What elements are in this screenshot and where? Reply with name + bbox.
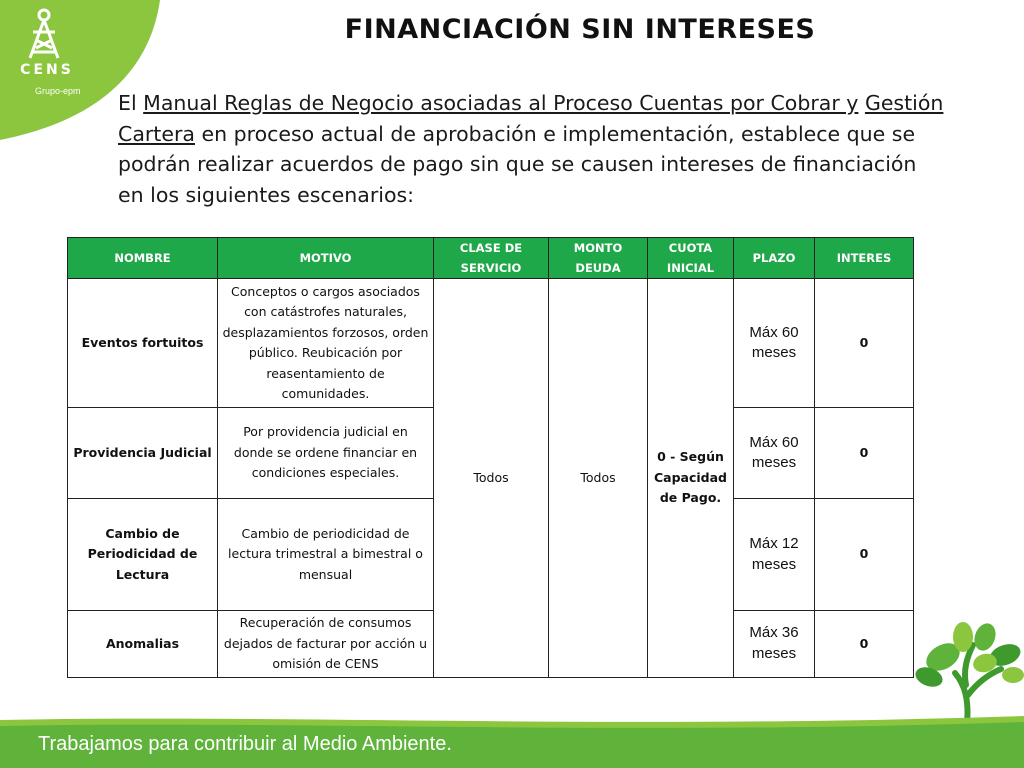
footer-slogan: Trabajamos para contribuir al Medio Ambiente. bbox=[38, 733, 452, 755]
header-monto: MONTO DEUDA bbox=[549, 238, 648, 279]
cell-interes: 0 bbox=[815, 279, 914, 408]
intro-lead: El bbox=[118, 91, 144, 115]
manual-reference-line1: Manual Reglas de Negocio asociadas al Proceso Cuentas por Cobrar y bbox=[143, 91, 859, 115]
tree-icon bbox=[915, 615, 1024, 725]
table-row bbox=[68, 279, 914, 408]
header-clase: CLASE DE SERVICIO bbox=[434, 238, 549, 279]
financing-table bbox=[67, 237, 914, 678]
cell-interes: 0 bbox=[815, 611, 914, 678]
header-cuota: CUOTA INICIAL bbox=[648, 238, 734, 279]
logo-text: CENS bbox=[20, 62, 74, 78]
cell-motivo: Cambio de periodicidad de lectura trimestral a bimestral o mensual bbox=[218, 499, 434, 611]
cell-nombre: Cambio de Periodicidad de Lectura bbox=[68, 499, 218, 611]
manual-reference-line2: Gestión Cartera bbox=[118, 91, 944, 146]
cell-motivo: Por providencia judicial en donde se ordene financiar en condiciones especiales. bbox=[218, 408, 434, 499]
cens-logo-icon bbox=[0, 0, 120, 120]
intro-paragraph bbox=[118, 88, 948, 210]
cell-interes: 0 bbox=[815, 499, 914, 611]
cell-plazo: Máx 36 meses bbox=[734, 611, 815, 678]
cell-plazo: Máx 60 meses bbox=[734, 279, 815, 408]
group-label: Grupo-epm bbox=[35, 86, 81, 96]
header-motivo: MOTIVO bbox=[218, 238, 434, 279]
page-title: FINANCIACIÓN SIN INTERESES bbox=[344, 14, 816, 45]
cell-motivo: Conceptos o cargos asociados con catástrofes naturales, desplazamientos forzosos, orden público. Reubicación por reasentamiento de comunidades. bbox=[218, 279, 434, 408]
cell-cuota: 0 - Según Capacidad de Pago. bbox=[648, 279, 734, 678]
cell-interes: 0 bbox=[815, 408, 914, 499]
cell-nombre: Eventos fortuitos bbox=[68, 279, 218, 408]
cell-monto: Todos bbox=[549, 279, 648, 678]
cell-nombre: Providencia Judicial bbox=[68, 408, 218, 499]
table-header-row bbox=[68, 238, 914, 279]
intro-body: en proceso actual de aprobación e implementación, establece que se podrán realizar acuerdos de pago sin que se causen intereses de financiación en los siguientes escenarios: bbox=[118, 121, 917, 207]
cell-plazo: Máx 12 meses bbox=[734, 499, 815, 611]
cell-plazo: Máx 60 meses bbox=[734, 408, 815, 499]
header-interes: INTERES bbox=[815, 238, 914, 279]
cell-nombre: Anomalias bbox=[68, 611, 218, 678]
cell-motivo: Recuperación de consumos dejados de facturar por acción u omisión de CENS bbox=[218, 611, 434, 678]
cell-clase: Todos bbox=[434, 279, 549, 678]
header-plazo: PLAZO bbox=[734, 238, 815, 279]
header-nombre: NOMBRE bbox=[68, 238, 218, 279]
